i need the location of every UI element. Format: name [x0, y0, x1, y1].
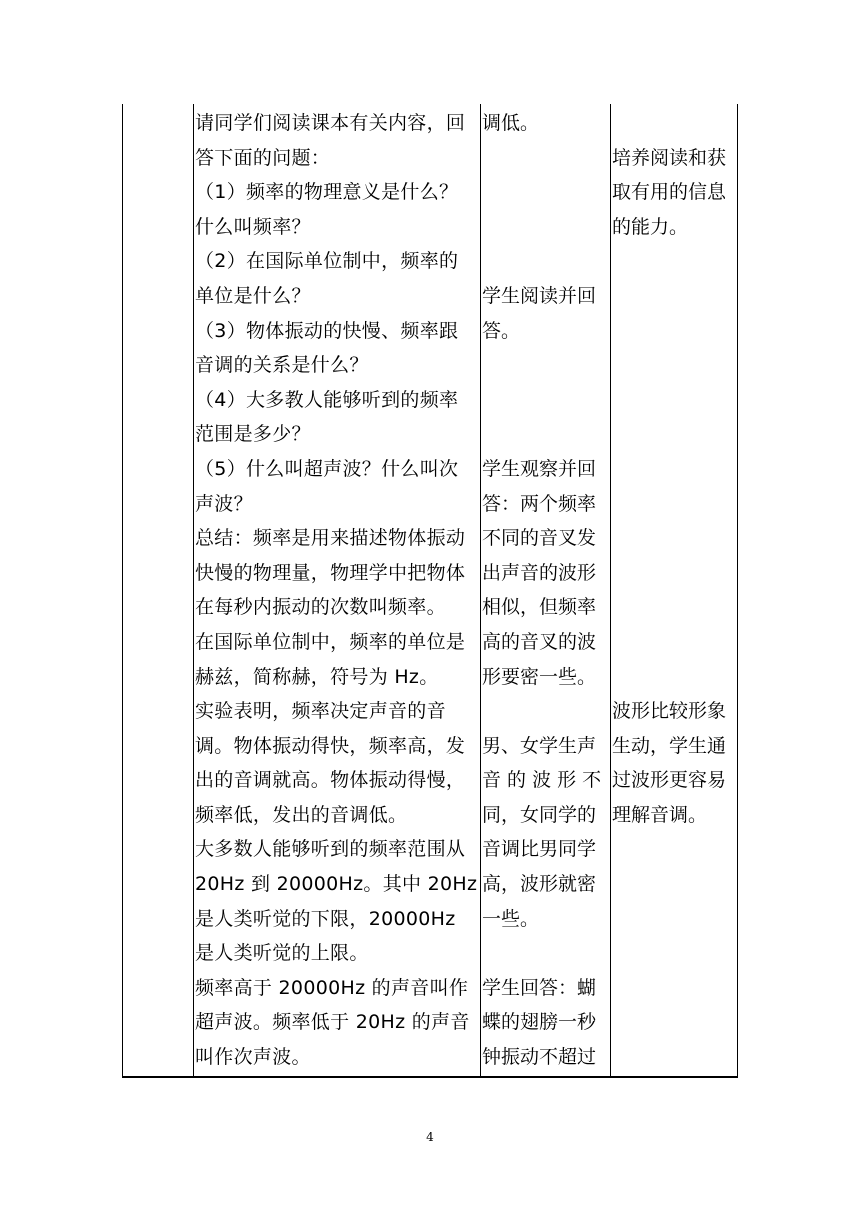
table-divider-3: [610, 104, 611, 1077]
table-cell-line: （1）频率的物理意义是什么？: [195, 181, 459, 204]
table-cell-line: （3）物体振动的快慢、频率跟: [195, 319, 459, 342]
table-cell-line: 音 的 波 形 不: [482, 769, 602, 792]
table-cell-line: 蝶的翅膀一秒: [482, 1011, 597, 1034]
table-cell-line: 不同的音叉发: [482, 527, 597, 550]
table-cell-line: [612, 417, 737, 452]
table-cell-line: [482, 348, 610, 383]
table-border-left: [122, 104, 123, 1077]
table-cell-line: 波形比较形象: [612, 700, 727, 723]
table-cell-line: 频率高于 20000Hz 的声音叫作: [195, 976, 469, 999]
table-cell-line: 在每秒内振动的次数叫频率。: [195, 596, 446, 619]
table-cell-line: [612, 625, 737, 660]
table-cell-line: 培养阅读和获: [612, 146, 727, 169]
table-cell-line: 总结：频率是用来描述物体振动: [195, 527, 466, 550]
table-divider-2: [480, 104, 481, 1077]
table-cell-line: 出声音的波形: [482, 561, 597, 584]
table-cell-line: 相似，但频率: [482, 596, 597, 619]
table-cell-line: （4）大多教人能够听到的频率: [195, 388, 459, 411]
table-cell-line: 理解音调。: [612, 803, 708, 826]
table-border-right: [737, 104, 738, 1077]
table-cell-line: 学生阅读并回: [482, 284, 597, 307]
table-cell-line: 什么叫频率？: [195, 215, 311, 238]
table-cell-line: 生动，学生通: [612, 734, 727, 757]
table-cell-line: 快慢的物理量，物理学中把物体: [195, 561, 466, 584]
table-divider-1: [193, 104, 194, 1077]
table-cell-line: [612, 106, 737, 141]
table-cell-line: [612, 660, 737, 695]
table-cell-line: 同，女同学的: [482, 803, 597, 826]
table-cell-line: 答：两个频率: [482, 492, 597, 515]
table-cell-line: [482, 141, 610, 176]
table-cell-line: [612, 452, 737, 487]
table-cell-line: 是人类听觉的下限，20000Hz: [195, 907, 456, 930]
table-cell-line: [612, 590, 737, 625]
table-cell-line: 调。物体振动得快，频率高，发: [195, 734, 466, 757]
table-cell-line: 是人类听觉的上限。: [195, 942, 369, 965]
table-cell-line: 学生观察并回: [482, 457, 597, 480]
table-cell-line: 声波？: [195, 492, 253, 515]
table-cell-line: 取有用的信息: [612, 181, 727, 204]
table-cell-line: [612, 314, 737, 349]
table-cell-line: [482, 383, 610, 418]
table-cell-line: [482, 936, 610, 971]
student-activity-column: [482, 106, 610, 1075]
table-cell-line: 出的音调就高。物体振动得慢，: [195, 769, 466, 792]
table-cell-line: 单位是什么？: [195, 284, 311, 307]
table-cell-line: 答。: [482, 319, 521, 342]
table-cell-line: 音调的关系是什么？: [195, 354, 369, 377]
table-cell-line: （5）什么叫超声波？什么叫次: [195, 457, 459, 480]
table-cell-line: 高的音叉的波: [482, 630, 597, 653]
table-cell-line: 请同学们阅读课本有关内容，回: [195, 112, 466, 134]
table-cell-line: 调低。: [482, 112, 540, 134]
table-cell-line: [612, 383, 737, 418]
table-cell-line: 频率低，发出的音调低。: [195, 803, 408, 826]
page-number: 4: [426, 1130, 434, 1144]
table-cell-line: [482, 694, 610, 729]
teacher-activity-column: [195, 106, 479, 1075]
table-cell-line: [612, 244, 737, 279]
table-cell-line: 钟振动不超过: [482, 1046, 597, 1069]
table-cell-line: 范围是多少？: [195, 423, 311, 446]
table-cell-line: 男、女学生声: [482, 734, 597, 757]
table-cell-line: 的能力。: [612, 215, 689, 238]
table-cell-line: 学生回答：蝴: [482, 976, 597, 999]
table-cell-line: 高，波形就密: [482, 873, 597, 896]
table-cell-line: [612, 348, 737, 383]
table-cell-line: 一些。: [482, 907, 540, 930]
table-cell-line: 赫兹，简称赫，符号为 Hz。: [195, 665, 439, 688]
table-cell-line: 叫作次声波。: [195, 1046, 311, 1069]
table-cell-line: 超声波。频率低于 20Hz 的声音: [195, 1011, 470, 1034]
table-cell-line: [482, 210, 610, 245]
table-cell-line: 答下面的问题：: [195, 146, 331, 169]
table-cell-line: [482, 175, 610, 210]
table-cell-line: [612, 556, 737, 591]
table-cell-line: 过波形更容易: [612, 769, 727, 792]
table-cell-line: [612, 487, 737, 522]
table-cell-line: 20Hz 到 20000Hz。其中 20Hz: [195, 873, 478, 896]
table-cell-line: [612, 521, 737, 556]
table-cell-line: [482, 244, 610, 279]
table-cell-line: [612, 279, 737, 314]
table-cell-line: 实验表明，频率决定声音的音: [195, 700, 446, 723]
table-cell-line: 形要密一些。: [482, 665, 597, 688]
table-cell-line: 大多数人能够听到的频率范围从: [195, 838, 466, 861]
table-cell-line: （2）在国际单位制中，频率的: [195, 250, 459, 273]
table-border-bottom: [122, 1076, 738, 1078]
table-cell-line: 音调比男同学: [482, 838, 597, 861]
table-cell-line: 在国际单位制中，频率的单位是: [195, 630, 466, 653]
table-cell-line: [482, 417, 610, 452]
design-intent-column: [612, 106, 737, 832]
